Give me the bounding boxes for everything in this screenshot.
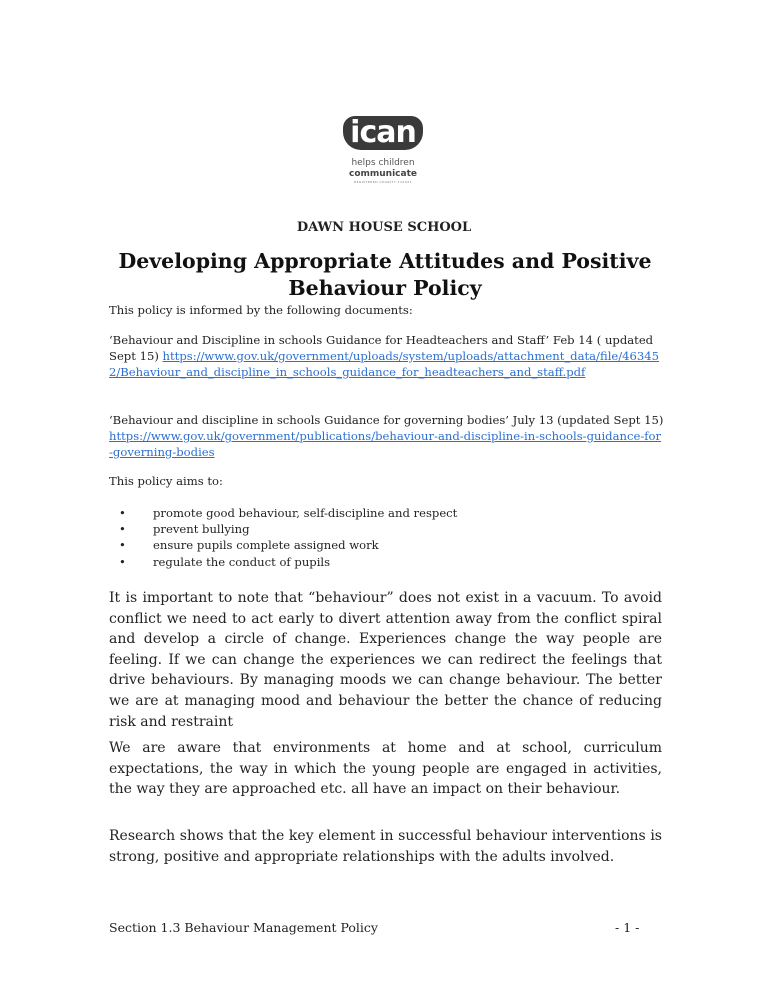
aim-item: • ensure pupils complete assigned work bbox=[109, 537, 664, 553]
aim-item: • regulate the conduct of pupils bbox=[109, 554, 664, 570]
paragraph-research: Research shows that the key element in successful behaviour interventions is strong, positive and appropriate relationships with the adults involved. bbox=[109, 828, 662, 865]
reference-doc-2-title: ‘Behaviour and discipline in schools Guidance for governing bodies’ July 13 (updated Sept 15) bbox=[109, 413, 664, 427]
reference-doc-1-link[interactable]: https://www.gov.uk/government/uploads/system/uploads/attachment_data/file/463452/Behaviour_and_discipline_in_schools_guidance_for_headteachers_and_staff.pdf bbox=[109, 349, 660, 379]
logo-charity-number: REGISTERED CHARITY 210031 bbox=[353, 180, 412, 184]
footer-section: Section 1.3 Behaviour Management Policy bbox=[109, 920, 378, 935]
reference-doc-2-link[interactable]: https://www.gov.uk/government/publications/behaviour-and-discipline-in-schools-guidance-for-governing-bodies bbox=[109, 429, 662, 459]
aim-item: • promote good behaviour, self-discipline and respect bbox=[109, 505, 664, 521]
aim-item: • prevent bullying bbox=[109, 521, 664, 537]
footer-page-number: - 1 - bbox=[615, 920, 640, 935]
paragraph-environment: We are aware that environments at home and at school, curriculum expectations, the way in which the young people are engaged in activities, the way they are approached etc. all have an impact on their behaviour. bbox=[109, 740, 662, 798]
ican-logo bbox=[341, 116, 425, 185]
logo-tagline-1: helps children bbox=[351, 158, 415, 168]
paragraph-behaviour-context: It is important to note that “behaviour” does not exist in a vacuum. To avoid conflict we need to act early to divert attention away from the conflict spiral and develop a circle of change. Experiences change the way people are feeling. If we can change the experiences we can redirect the feelings that drive behaviours. By managing moods we can change behaviour. The better we are at managing mood and behaviour the better the chance of reducing risk and restraint bbox=[109, 590, 662, 730]
aims-list bbox=[109, 505, 664, 570]
logo-tagline-2: communicate bbox=[349, 169, 417, 179]
intro-text: This policy is informed by the following documents: bbox=[109, 303, 413, 317]
reference-doc-1 bbox=[109, 332, 664, 380]
reference-doc-1-title: ‘Behaviour and Discipline in schools Guidance for Headteachers and Staff’ Feb 14 ( updated Sept 15) bbox=[109, 333, 654, 363]
page-title: Developing Appropriate Attitudes and Positive Behaviour Policy bbox=[118, 249, 652, 300]
school-name: DAWN HOUSE SCHOOL bbox=[296, 220, 472, 235]
reference-doc-2 bbox=[109, 412, 664, 460]
aims-intro: This policy aims to: bbox=[109, 474, 223, 488]
logo-mark: ican bbox=[343, 116, 423, 150]
